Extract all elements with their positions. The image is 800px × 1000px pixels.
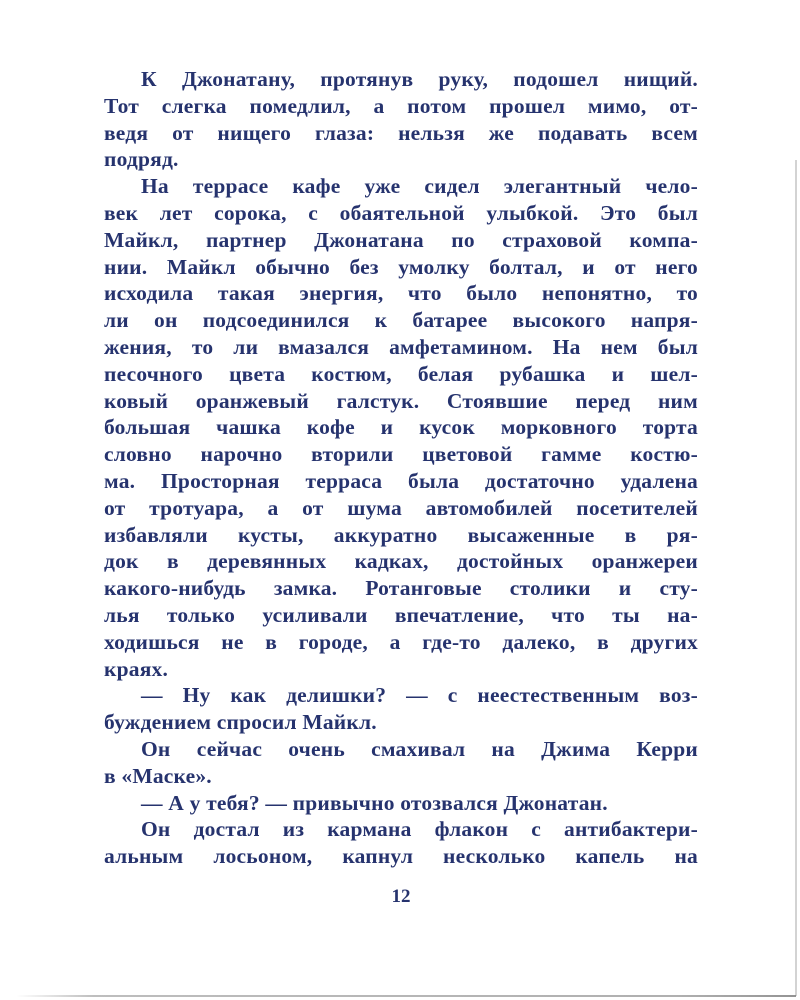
text-line: ходишься не в городе, а где-то далеко, в других xyxy=(104,629,698,654)
text-line: исходила такая энергия, что было непонятно, то xyxy=(104,281,698,306)
text-line: Он достал из кармана флакон с антибактери- xyxy=(141,817,698,842)
text-line: какого-нибудь замка. Ротанговые столики и сту- xyxy=(104,576,698,601)
text-line: нии. Майкл обычно без умолку болтал, и от него xyxy=(104,254,698,279)
text-line: словно нарочно вторили цветовой гамме костю- xyxy=(104,442,698,467)
page-number: 12 xyxy=(391,886,411,907)
text-line: ма. Просторная терраса была достаточно удалена xyxy=(104,468,698,493)
text-line: Майкл, партнер Джонатана по страховой компа- xyxy=(104,227,698,252)
text-line: Тот слегка помедлил, а потом прошел мимо, от- xyxy=(104,93,698,118)
text-line: в «Маске». xyxy=(104,763,212,788)
text-line: лья только усиливали впечатление, что ты на- xyxy=(104,602,698,627)
text-line: большая чашка кофе и кусок морковного торта xyxy=(104,415,698,440)
text-line: док в деревянных кадках, достойных оранжереи xyxy=(104,549,698,574)
page-text xyxy=(104,66,698,870)
text-line: Он сейчас очень смахивал на Джима Керри xyxy=(141,736,698,761)
text-line: ли он подсоединился к батарее высокого напря- xyxy=(104,308,698,333)
scan-edge-bottom xyxy=(16,995,796,997)
text-line: избавляли кусты, аккуратно высаженные в ря- xyxy=(104,522,698,547)
text-line: ведя от нищего глаза: нельзя же подавать всем xyxy=(104,120,698,145)
text-line: альным лосьоном, капнул несколько капель на xyxy=(104,844,698,869)
text-line: ковый оранжевый галстук. Стоявшие перед ним xyxy=(104,388,698,413)
text-line: век лет сорока, с обаятельной улыбкой. Это был xyxy=(104,200,698,225)
text-line: На террасе кафе уже сидел элегантный чело- xyxy=(141,174,698,199)
text-line: подряд. xyxy=(104,147,179,172)
text-line: К Джонатану, протянув руку, подошел нищий. xyxy=(141,67,698,91)
text-line: жения, то ли вмазался амфетамином. На нем был xyxy=(104,334,698,359)
text-line: краях. xyxy=(104,656,169,681)
text-line: от тротуара, а от шума автомобилей посетителей xyxy=(104,495,698,520)
text-line: — А у тебя? — привычно отозвался Джонатан. xyxy=(141,790,608,815)
text-line: песочного цвета костюм, белая рубашка и шел- xyxy=(104,361,698,386)
text-line: буждением спросил Майкл. xyxy=(104,710,377,735)
scan-edge-right xyxy=(795,160,797,996)
text-line: — Ну как делишки? — с неестественным воз- xyxy=(141,683,698,708)
